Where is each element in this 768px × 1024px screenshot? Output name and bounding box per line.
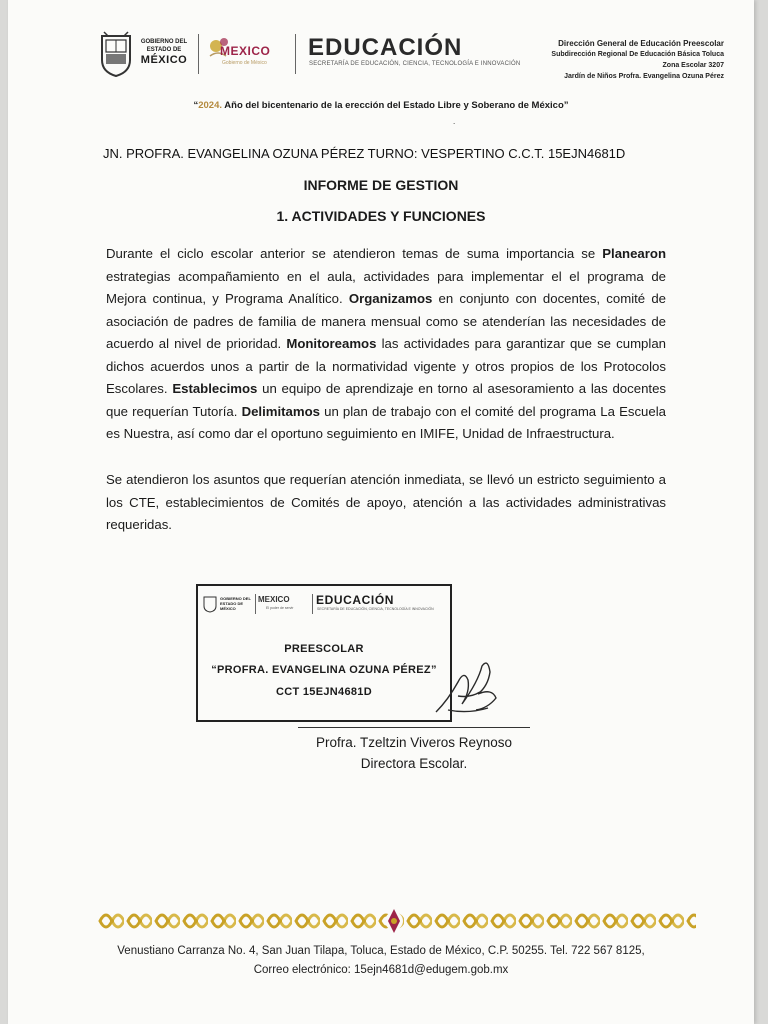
section-title: 1. ACTIVIDADES Y FUNCIONES bbox=[276, 208, 486, 224]
stamp-educacion-title: EDUCACIÓN bbox=[316, 593, 395, 607]
mexico-wordmark: MEXICO bbox=[220, 44, 271, 58]
mexico-subtext: Gobierno de México bbox=[222, 60, 267, 66]
divider bbox=[295, 34, 296, 74]
stamp-gobierno-label: GOBIERNO DEL ESTADO DE MÉXICO bbox=[220, 596, 251, 611]
dot-mark: . bbox=[453, 117, 456, 126]
stamp-mexico-wordmark: MEXICO bbox=[258, 595, 290, 604]
document-title: INFORME DE GESTION bbox=[303, 177, 459, 193]
institution-header: Dirección General de Educación Preescolar Subdirección Regional De Educación Básica Toluca Zona Escolar 3207 Jardín de Niños Profra. Evangelina Ozuna Pérez bbox=[551, 39, 724, 80]
document-page bbox=[8, 0, 754, 1024]
divider bbox=[312, 594, 313, 614]
signer-name: Profra. Tzeltzin Viveros Reynoso bbox=[315, 735, 513, 750]
educacion-title: EDUCACIÓN bbox=[308, 34, 463, 61]
signer-role: Directora Escolar. bbox=[360, 756, 468, 771]
footer-address: Venustiano Carranza No. 4, San Juan Tilapa, Toluca, Estado de México, C.P. 50255. Tel. 722 567 8125, bbox=[117, 945, 645, 957]
stamp-educacion-subtitle: SECRETARÍA DE EDUCACIÓN, CIENCIA, TECNOLOGÍA E INNOVACIÓN bbox=[317, 607, 434, 611]
state-shield-icon bbox=[98, 30, 134, 78]
stamp-mexico-subtext: El poder de servir bbox=[266, 606, 294, 610]
signature-line bbox=[298, 727, 530, 728]
stamp-line-cct: CCT 15EJN4681D bbox=[276, 686, 372, 698]
gobierno-estado-mexico-label: GOBIERNO DEL ESTADO DE MÉXICO bbox=[140, 39, 188, 66]
stamp-shield-icon bbox=[203, 595, 217, 613]
paragraph-activities: Durante el ciclo escolar anterior se atendieron temas de suma importancia se Planearon estrategias acompañamiento en el aula, actividades para implementar el el programa de Mejora continua, y Programa Analítico. Organizamos en conjunto con docentes, comité de asociación de padres de familia de manera mensual como se atenderían las necesidades de acuerdo al nivel de prioridad. Monitoreamos las actividades para garantizar que se cumplan dichos acuerdos unos a partir de la normatividad vigente y otros propios de los Protocolos Escolares. Establecimos un equipo de aprendizaje en torno al asesoramiento a las docentes que requerían Tutoría. Delimitamos un plan de trabajo con el comité del programa La Escuela es Nuestra, así como dar el oportuno seguimiento en IMIFE, Unidad de Infraestructura. bbox=[106, 246, 666, 441]
divider bbox=[198, 34, 199, 74]
handwritten-signature bbox=[418, 652, 508, 722]
school-info-line: JN. PROFRA. EVANGELINA OZUNA PÉREZ TURNO: VESPERTINO C.C.T. 15EJN4681D bbox=[103, 146, 626, 161]
decorative-border-band bbox=[96, 903, 696, 939]
footer-email: Correo electrónico: 15ejn4681d@edugem.gob.mx bbox=[253, 964, 509, 976]
educacion-subtitle: SECRETARÍA DE EDUCACIÓN, CIENCIA, TECNOLOGÍA E INNOVACIÓN bbox=[309, 61, 521, 67]
year-slogan: “2024. Año del bicentenario de la erección del Estado Libre y Soberano de México” bbox=[193, 100, 569, 111]
divider bbox=[255, 594, 256, 614]
paragraph-followup: Se atendieron los asuntos que requerían atención inmediata, se llevó un estricto seguimiento a los CTE, establecimientos de Comités de apoyo, atención a las actividades administrativas requeridas. bbox=[106, 472, 666, 532]
stamp-line-school: “PROFRA. EVANGELINA OZUNA PÉREZ” bbox=[211, 664, 437, 676]
stamp-line-level: PREESCOLAR bbox=[284, 643, 364, 655]
